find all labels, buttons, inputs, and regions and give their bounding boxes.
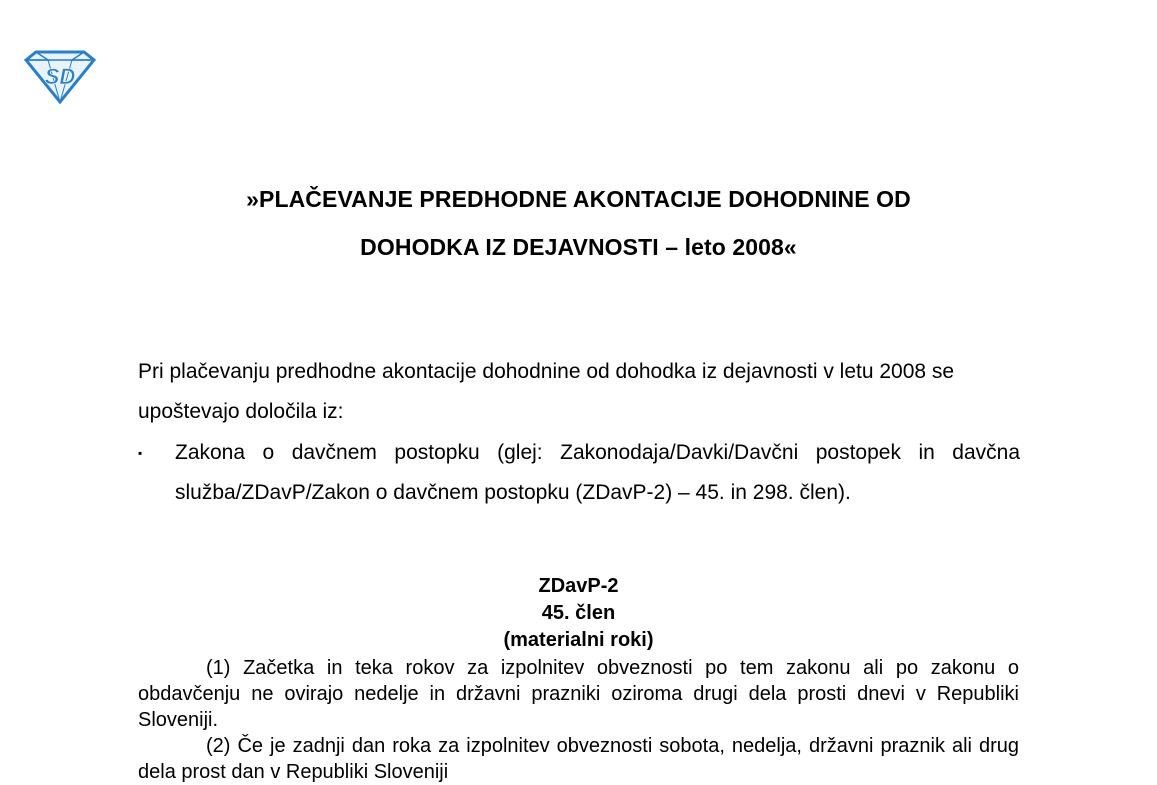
logo-text: SD — [44, 64, 76, 89]
sd-shield-logo-icon — [22, 48, 96, 104]
article-paragraph-1: (1) Začetka in teka rokov za izpolnitev obveznosti po tem zakonu ali po zakonu o obdavčenju ne ovirajo nedelje in državni prazniki oziroma drugi dela prosti dnevi v Republiki Sloveniji. — [138, 657, 1019, 731]
document-title-line-1: »PLAČEVANJE PREDHODNE AKONTACIJE DOHODNINE OD — [246, 186, 911, 212]
bullet-square-icon: ▪ — [138, 446, 143, 460]
article-paragraph-2: (2) Če je zadnji dan roka za izpolnitev obveznosti sobota, nedelja, državni praznik ali drug dela prost dan v Republiki Sloveniji — [138, 735, 1019, 783]
document-title-line-2: DOHODKA IZ DEJAVNOSTI – leto 2008« — [360, 234, 797, 260]
law-heading: ZDavP-2 — [538, 575, 619, 597]
article-heading: 45. člen — [541, 602, 616, 624]
list-item-text: Zakona o davčnem postopku (glej: Zakonodaja/Davki/Davčni postopek in davčna služba/ZDavP/Zakon o davčnem postopku (ZDavP-2) – 45. in 298. člen). — [175, 441, 1020, 504]
list-item — [138, 433, 1020, 513]
article-subtitle: (materialni roki) — [503, 629, 654, 651]
intro-paragraph: Pri plačevanju predhodne akontacije dohodnine od dohodka iz dejavnosti v letu 2008 se upoštevajo določila iz: — [138, 360, 955, 423]
